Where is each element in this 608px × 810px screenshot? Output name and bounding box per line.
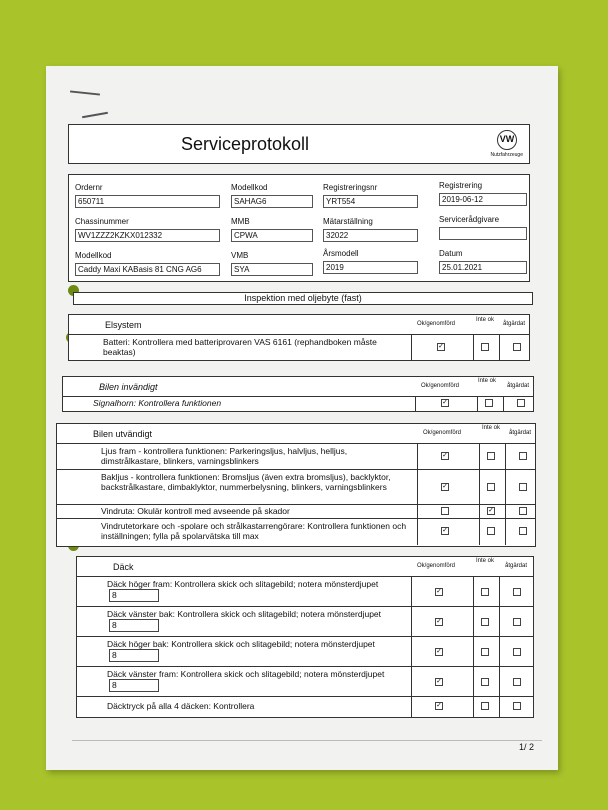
atgardat-checkbox[interactable]	[519, 527, 527, 535]
utvandigt-section	[56, 423, 536, 547]
modellkod-field: Modellkod SAHAG6	[231, 183, 313, 208]
col-atgardat-header: åtgärdat	[509, 430, 532, 436]
checklist-row	[63, 397, 533, 411]
tire-row	[77, 667, 533, 697]
chassinummer-field: Chassinummer WV1ZZZ2KZKX012332	[75, 217, 220, 242]
staple	[82, 112, 108, 118]
row-text: Vindrutetorkare och -spolare och strålkastarrengörare: Kontrollera funktionen och inställningen; fylla på spolarvätska till max	[101, 521, 407, 541]
ok-checkbox[interactable]	[435, 588, 443, 596]
dack-section	[76, 556, 534, 718]
section-header	[63, 377, 533, 397]
atgardat-checkbox[interactable]	[513, 343, 521, 351]
row-text: Vindruta: Okulär kontroll med avseende på skador	[101, 506, 290, 516]
col-atgardat-header: åtgärdat	[507, 383, 530, 389]
col-inte-header: Inte ok	[475, 317, 494, 323]
col-atgardat-header: åtgärdat	[503, 321, 526, 327]
vw-logo-icon: VW	[497, 130, 517, 150]
col-ok-header: Ok/genomförd	[417, 563, 456, 569]
col-atgardat-header: åtgärdat	[505, 563, 528, 569]
section-header	[69, 315, 529, 335]
ok-checkbox[interactable]	[441, 399, 449, 407]
tire-row	[77, 637, 533, 667]
ok-checkbox[interactable]	[437, 343, 445, 351]
col-inte-header: Inte ok	[475, 558, 494, 564]
checklist-row	[57, 470, 535, 505]
row-text: Däcktryck på alla 4 däcken: Kontrollera	[107, 701, 255, 711]
tread-depth-input[interactable]: 8	[109, 649, 159, 662]
ok-checkbox[interactable]	[441, 452, 449, 460]
row-text: Ljus fram - kontrollera funktionen: Parkeringsljus, halvljus, helljus, dimstrålkastare, blinkers, varningsblinkers	[101, 446, 348, 466]
tread-depth-input[interactable]: 8	[109, 589, 159, 602]
section-title: Bilen invändigt	[99, 382, 158, 392]
registrering-field: Registrering 2019-06-12	[439, 181, 527, 206]
col-inte-header: Inte ok	[481, 425, 500, 431]
ok-checkbox[interactable]	[435, 618, 443, 626]
checklist-row	[69, 335, 529, 361]
serviceradgivare-field: Servicerådgivare	[439, 215, 527, 240]
tire-row	[77, 697, 533, 717]
checklist-row	[57, 519, 535, 545]
matarstallning-field: Mätarställning 32022	[323, 217, 418, 242]
atgardat-checkbox[interactable]	[513, 702, 521, 710]
inte-ok-checkbox[interactable]	[481, 343, 489, 351]
section-header	[77, 557, 533, 577]
atgardat-checkbox[interactable]	[513, 648, 521, 656]
row-text: Däck höger fram: Kontrollera skick och slitagebild; notera mönsterdjupet	[107, 579, 379, 589]
row-text: Batteri: Kontrollera med batteriprovaren VAS 6161 (rephandboken måste beaktas)	[103, 337, 377, 357]
mmb-field: MMB CPWA	[231, 217, 313, 242]
checklist-row	[57, 505, 535, 519]
row-text: Däck höger bak: Kontrollera skick och slitagebild; notera mönsterdjupet	[107, 639, 375, 649]
ok-checkbox[interactable]	[441, 507, 449, 515]
ok-checkbox[interactable]	[435, 648, 443, 656]
inspection-band: Inspektion med oljebyte (fast)	[73, 292, 533, 305]
inte-ok-checkbox[interactable]	[481, 678, 489, 686]
service-protocol-sheet	[46, 66, 558, 770]
atgardat-checkbox[interactable]	[513, 618, 521, 626]
section-title: Elsystem	[105, 320, 142, 330]
inte-ok-checkbox[interactable]	[487, 507, 495, 515]
atgardat-checkbox[interactable]	[517, 399, 525, 407]
invandigt-section	[62, 376, 534, 412]
checklist-row	[57, 444, 535, 470]
tread-depth-input[interactable]: 8	[109, 619, 159, 632]
ordernr-field: Ordernr 650711	[75, 183, 220, 208]
arsmodell-field: Årsmodell 2019	[323, 249, 418, 274]
inte-ok-checkbox[interactable]	[487, 527, 495, 535]
atgardat-checkbox[interactable]	[513, 678, 521, 686]
elsystem-section	[68, 314, 530, 361]
ok-checkbox[interactable]	[435, 702, 443, 710]
inte-ok-checkbox[interactable]	[481, 618, 489, 626]
inte-ok-checkbox[interactable]	[481, 702, 489, 710]
section-header	[57, 424, 535, 444]
inte-ok-checkbox[interactable]	[487, 452, 495, 460]
page-title: Serviceprotokoll	[181, 134, 310, 154]
row-text: Signalhorn: Kontrollera funktionen	[93, 398, 222, 408]
datum-field: Datum 25.01.2021	[439, 249, 527, 274]
title-box	[68, 124, 530, 164]
tread-depth-input[interactable]: 8	[109, 679, 159, 692]
tire-row	[77, 577, 533, 607]
col-inte-header: Inte ok	[477, 378, 496, 384]
ok-checkbox[interactable]	[441, 527, 449, 535]
staple	[70, 90, 100, 95]
modellkod-text-field: Modellkod Caddy Maxi KABasis 81 CNG AG6	[75, 251, 220, 276]
inte-ok-checkbox[interactable]	[481, 648, 489, 656]
page-number: 1/ 2	[518, 742, 534, 752]
col-ok-header: Ok/genomförd	[421, 383, 460, 389]
atgardat-checkbox[interactable]	[513, 588, 521, 596]
row-text: Däck vänster fram: Kontrollera skick och slitagebild; notera mönsterdjupet	[107, 669, 385, 679]
inte-ok-checkbox[interactable]	[487, 483, 495, 491]
col-ok-header: Ok/genomförd	[417, 321, 456, 327]
vehicle-info-box	[68, 174, 530, 282]
section-title: Däck	[113, 562, 134, 572]
row-text: Bakljus - kontrollera funktionen: Bromsljus (även extra bromsljus), backlyktor, backstrålkastare, dimbaklyktor, nummerbelysning, blinkers, varningsblinkers	[101, 472, 391, 492]
col-ok-header: Ok/genomförd	[423, 430, 462, 436]
inte-ok-checkbox[interactable]	[485, 399, 493, 407]
vmb-field: VMB SYA	[231, 251, 313, 276]
atgardat-checkbox[interactable]	[519, 452, 527, 460]
ok-checkbox[interactable]	[441, 483, 449, 491]
atgardat-checkbox[interactable]	[519, 483, 527, 491]
atgardat-checkbox[interactable]	[519, 507, 527, 515]
inte-ok-checkbox[interactable]	[481, 588, 489, 596]
section-title: Bilen utvändigt	[93, 429, 153, 439]
tire-row	[77, 607, 533, 637]
ok-checkbox[interactable]	[435, 678, 443, 686]
logo-subtitle: Nutzfahrzeuge	[490, 152, 523, 158]
row-text: Däck vänster bak: Kontrollera skick och slitagebild; notera mönsterdjupet	[107, 609, 382, 619]
registreringsnr-field: Registreringsnr YRT554	[323, 183, 418, 208]
footer-divider	[72, 740, 542, 741]
